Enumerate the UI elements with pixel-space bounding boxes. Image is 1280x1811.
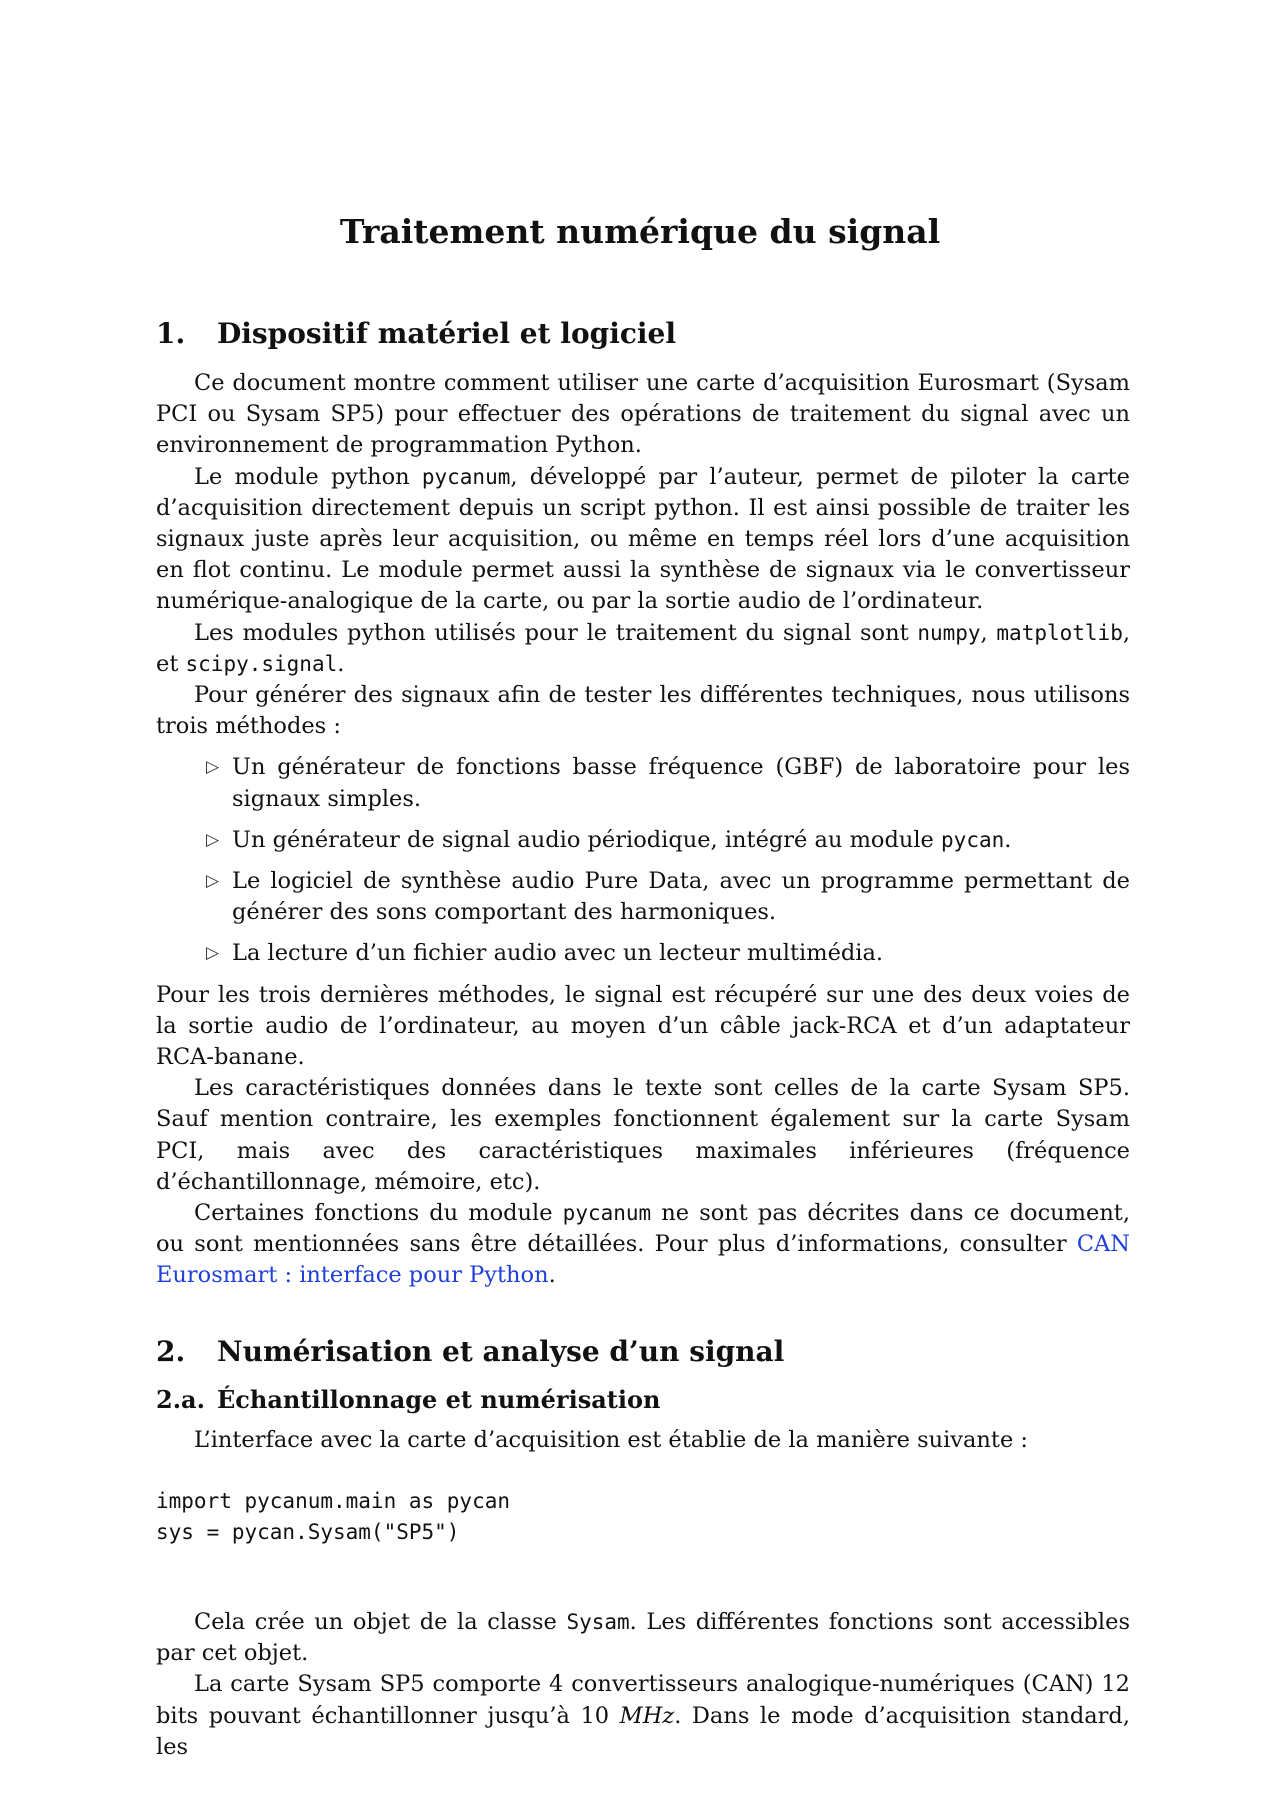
paragraph: La carte Sysam SP5 comporte 4 convertisseurs analogique-numériques (CAN) 12 bits pouvant échantillonner jusqu’à 10 MHz. Dans le mode d’acquisition standard, les <box>156 1671 1130 1760</box>
subsection-title: Échantillonnage et numérisation <box>217 1385 661 1414</box>
inline-code: pycanum <box>562 1201 652 1226</box>
triangle-bullet-icon: ▷ <box>206 757 220 778</box>
triangle-bullet-icon: ▷ <box>206 829 220 850</box>
inline-code: matplotlib <box>996 620 1123 645</box>
paragraph: L’interface avec la carte d’acquisition est établie de la manière suivante : <box>194 1427 1029 1453</box>
section-title: Numérisation et analyse d’un signal <box>217 1335 785 1368</box>
section-1-heading <box>156 316 676 352</box>
code-line: import pycanum.main as pycan <box>156 1489 511 1513</box>
inline-code: Sysam <box>566 1610 630 1634</box>
list-item: ▷ Le logiciel de synthèse audio Pure Data, avec un programme permettant de générer des sons comportant des harmoniques. <box>206 868 1130 926</box>
code-block <box>156 1486 510 1548</box>
list-item: ▷ Un générateur de fonctions basse fréquence (GBF) de laboratoire pour les signaux simples. <box>206 754 1130 812</box>
paragraph: Certaines fonctions du module pycanum ne sont pas décrites dans ce document, ou sont mentionnées sans être détaillées. Pour plus d’informations, consulter CAN Eurosmart : interface pour Python. <box>156 1200 1131 1289</box>
section-2-body <box>156 1607 1130 1763</box>
paragraph: Ce document montre comment utiliser une carte d’acquisition Eurosmart (Sysam PCI ou Sysam SP5) pour effectuer des opérations de traitement du signal avec un environnement de programmation Python. <box>156 370 1130 459</box>
reference-link[interactable]: CAN Eurosmart : interface pour Python <box>156 1231 1130 1289</box>
subsection-intro <box>156 1425 1130 1456</box>
inline-code: pycanum <box>421 464 511 489</box>
paragraph: Pour les trois dernières méthodes, le signal est récupéré sur une des deux voies de la sortie audio de l’ordinateur, au moyen d’un câble jack-RCA et d’un adaptateur RCA-banane. <box>156 981 1130 1071</box>
triangle-bullet-icon: ▷ <box>206 943 220 964</box>
code-line: sys = pycan.Sysam("SP5") <box>156 1520 460 1544</box>
triangle-bullet-icon: ▷ <box>206 871 220 892</box>
inline-code: numpy <box>917 620 981 645</box>
paragraph: Le module python pycanum, développé par l’auteur, permet de piloter la carte d’acquisition directement depuis un script python. Il est ainsi possible de traiter les signaux juste après leur acquisition, ou même en temps réel lors d’une acquisition en flot continu. Le module permet aussi la synthèse de signaux via le convertisseur numérique-analogique de la carte, ou par la sortie audio de l’ordinateur. <box>156 463 1130 615</box>
subsection-2a-heading <box>156 1384 660 1416</box>
section-2-heading <box>156 1334 784 1370</box>
bullet-list <box>156 752 1130 969</box>
document-title: Traitement numérique du signal <box>339 212 941 251</box>
inline-code: scipy.signal <box>185 651 338 676</box>
math-unit: MHz <box>619 1702 675 1729</box>
section-number: 2. <box>156 1335 186 1368</box>
paragraph: Pour générer des signaux afin de tester les différentes techniques, nous utilisons trois méthodes : <box>156 682 1130 740</box>
subsection-number: 2.a. <box>156 1385 205 1414</box>
list-item: ▷ Un générateur de signal audio périodique, intégré au module pycan. <box>156 825 1130 856</box>
paragraph: Les modules python utilisés pour le traitement du signal sont numpy, matplotlib, et scipy.signal. <box>156 619 1130 677</box>
inline-code: pycan <box>941 827 1005 852</box>
section-1-body <box>156 368 1130 1292</box>
section-number: 1. <box>156 317 186 350</box>
paragraph: Cela crée un objet de la classe Sysam. Les différentes fonctions sont accessibles par cet objet. <box>156 1609 1130 1667</box>
paragraph: Les caractéristiques données dans le texte sont celles de la carte Sysam SP5. Sauf mention contraire, les exemples fonctionnent également sur la carte Sysam PCI, mais avec des caractéristiques maximales inférieures (fréquence d’échantillonnage, mémoire, etc). <box>156 1075 1130 1195</box>
section-title: Dispositif matériel et logiciel <box>217 317 676 350</box>
list-item: ▷ La lecture d’un fichier audio avec un lecteur multimédia. <box>156 938 1130 969</box>
